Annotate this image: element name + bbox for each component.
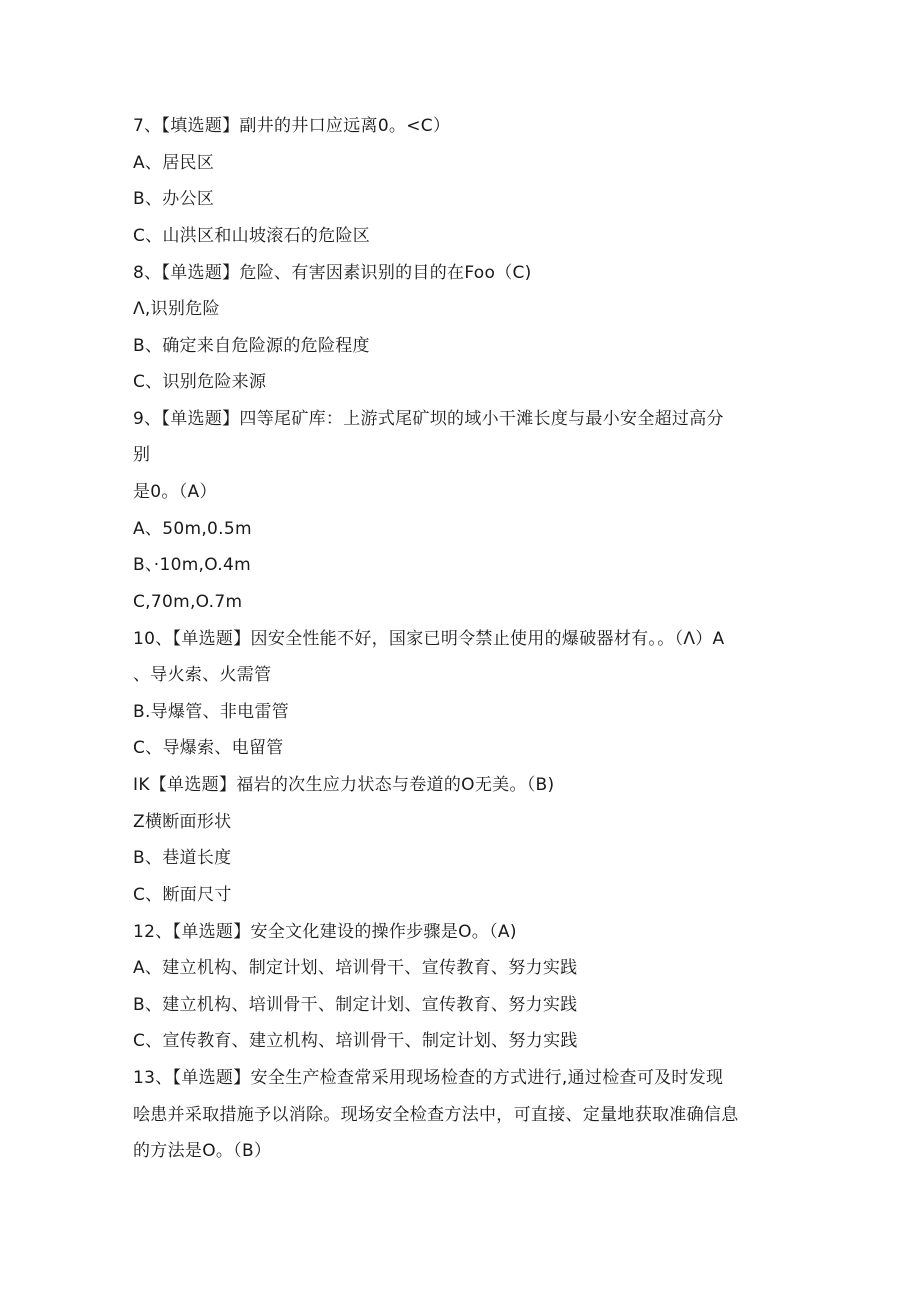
question-7-stem: 7、【填选题】副井的井口应远离0。<C）: [133, 116, 451, 136]
question-7-option-a: A、居民区: [133, 153, 215, 173]
question-10-option-c: C、导爆索、电留管: [133, 738, 284, 758]
question-8-option-b: B、确定来自危险源的危险程度: [133, 336, 370, 356]
question-11-option-c: C、断面尺寸: [133, 885, 232, 905]
question-7-option-b: B、办公区: [133, 189, 215, 209]
question-11-option-b: B、巷道长度: [133, 848, 232, 868]
question-12-option-a: A、建立机构、制定计划、培训骨干、宣传教育、努力实践: [133, 958, 578, 978]
question-13-stem-line-2: 哙患并采取措施予以消除。现场安全检查方法中，可直接、定量地获取准确信息: [133, 1105, 739, 1125]
question-9-option-b: B、·10m,O.4m: [133, 555, 251, 575]
question-12-stem: 12、【单选题】安全文化建设的操作步骤是O。（A): [133, 922, 517, 942]
question-11-option-a: Z横断面形状: [133, 812, 232, 832]
question-7-option-c: C、山洪区和山坡滚石的危险区: [133, 226, 371, 246]
question-10-option-b: B.导爆管、非电雷管: [133, 702, 290, 722]
question-13-stem-line-1: 13、【单选题】安全生产检查常采用现场检查的方式进行,通过检查可及时发现: [133, 1068, 724, 1088]
question-10-option-a: 、导火索、火需管: [133, 665, 272, 685]
question-9-option-a: A、50m,0.5m: [133, 519, 252, 539]
question-11-stem: IK【单选题】福岩的次生应力状态与卷道的O无美。（B): [133, 775, 555, 795]
question-8-stem: 8、【单选题】危险、有害因素识别的目的在Foo（C): [133, 263, 532, 283]
question-8-option-c: C、识别危险来源: [133, 372, 267, 392]
question-13-stem-line-3: 的方法是O。（B）: [133, 1141, 272, 1161]
question-12-option-c: C、宣传教育、建立机构、培训骨干、制定计划、努力实践: [133, 1031, 578, 1051]
question-8-option-a: Λ,识别危险: [133, 299, 220, 319]
question-9-stem-line-1: 9、【单选题】四等尾矿库：上游式尾矿坝的域小干滩长度与最小安全超过高分: [133, 409, 724, 429]
question-9-option-c: C,70m,O.7m: [133, 592, 243, 612]
question-10-stem: 10、【单选题】因安全性能不好，国家已明令禁止使用的爆破器材有。。（Λ）A: [133, 629, 725, 649]
question-9-stem-line-2: 别: [133, 445, 151, 465]
question-12-option-b: B、建立机构、培训骨干、制定计划、宣传教育、努力实践: [133, 995, 578, 1015]
question-9-stem-line-3: 是0。（A）: [133, 482, 217, 502]
